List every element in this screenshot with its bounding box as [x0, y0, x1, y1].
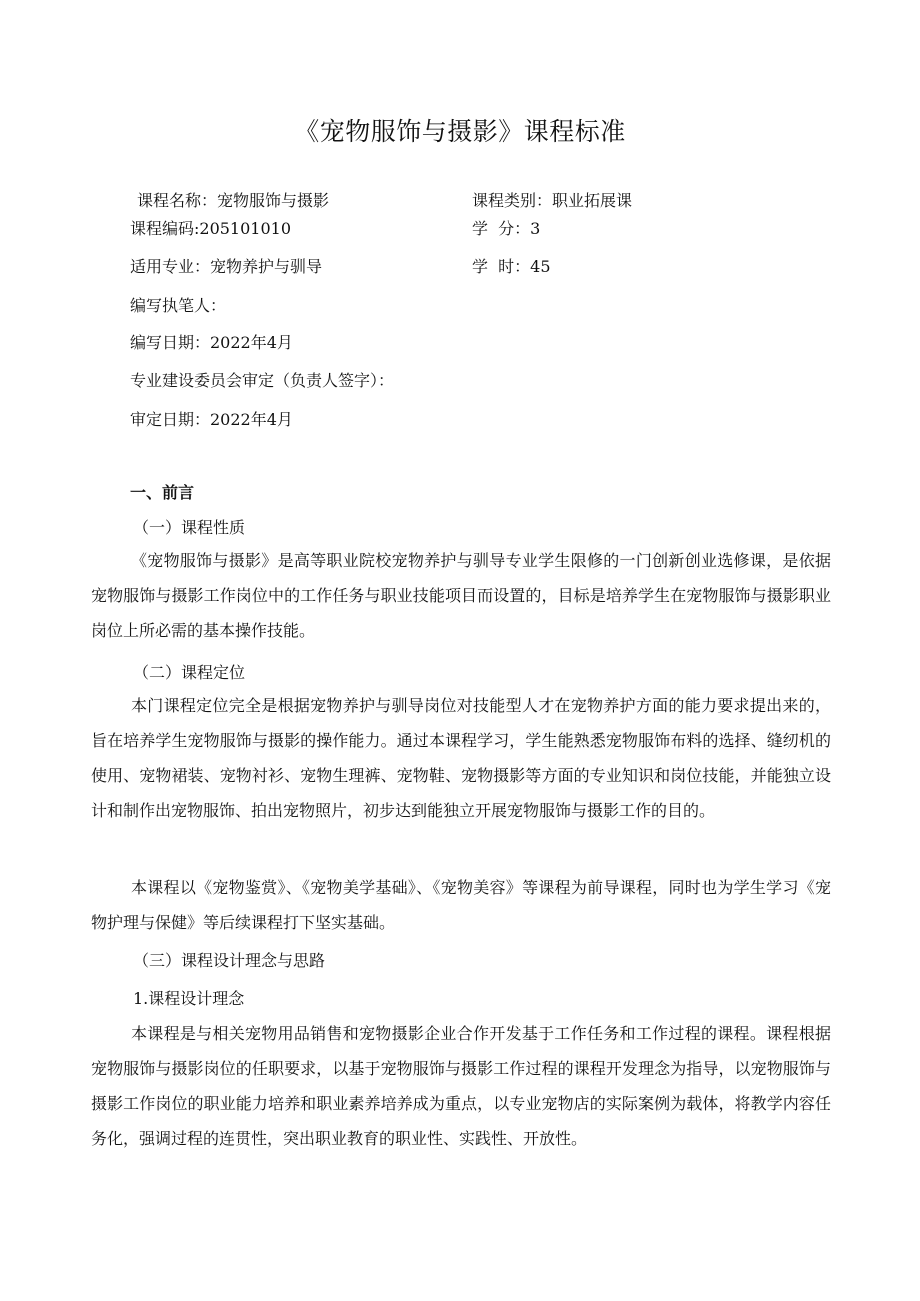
design-subheading: 1.课程设计理念 [133, 989, 245, 1008]
position-paragraph-2: 本课程以《宠物鉴赏》、《宠物美学基础》、《宠物美容》等课程为前导课程，同时也为学生学习《宠物护理与保健》等后续课程打下坚实基础。 [91, 878, 831, 932]
course-major: 适用专业：宠物养护与驯导 [130, 257, 323, 276]
course-type: 课程类别：职业拓展课 [472, 191, 633, 210]
document-title: 《宠物服饰与摄影》课程标准 [294, 117, 626, 146]
position-heading: （二）课程定位 [133, 663, 246, 682]
author: 编写执笔人： [130, 296, 227, 315]
review-date: 审定日期：2022年4月 [130, 410, 293, 429]
design-paragraph: 本课程是与相关宠物用品销售和宠物摄影企业合作开发基于工作任务和工作过程的课程。课程根据宠物服饰与摄影岗位的任职要求，以基于宠物服饰与摄影工作过程的课程开发理念为指导，以宠物服饰与摄影工作岗位的职业能力培养和职业素养培养成为重点，以专业宠物店的实际案例为载体，将教学内容任务化，强调过程的连贯性，突出职业教育的职业性、实践性、开放性。 [91, 1024, 831, 1148]
design-heading: （三）课程设计理念与思路 [133, 951, 326, 970]
write-date: 编写日期：2022年4月 [130, 333, 293, 352]
course-code: 课程编码:205101010 [130, 219, 292, 238]
preface-heading: 一、前言 [130, 483, 195, 502]
course-credits: 学 分：3 [472, 219, 541, 238]
course-hours: 学 时：45 [472, 257, 551, 276]
course-name: 课程名称：宠物服饰与摄影 [137, 191, 330, 210]
position-paragraph-1: 本门课程定位完全是根据宠物养护与驯导岗位对技能型人才在宠物养护方面的能力要求提出来的，旨在培养学生宠物服饰与摄影的操作能力。通过本课程学习，学生能熟悉宠物服饰布料的选择、缝纫机的使用、宠物裙装、宠物衬衫、宠物生理裤、宠物鞋、宠物摄影等方面的专业知识和岗位技能，并能独立设计和制作出宠物服饰、拍出宠物照片，初步达到能独立开展宠物服饰与摄影工作的目的。 [91, 696, 831, 820]
review-committee: 专业建设委员会审定（负责人签字）： [130, 371, 395, 390]
nature-heading: （一）课程性质 [133, 518, 246, 537]
nature-paragraph: 《宠物服饰与摄影》是高等职业院校宠物养护与驯导专业学生限修的一门创新创业选修课，是依据宠物服饰与摄影工作岗位中的工作任务与职业技能项目而设置的，目标是培养学生在宠物服饰与摄影职业岗位上所必需的基本操作技能。 [91, 551, 831, 640]
